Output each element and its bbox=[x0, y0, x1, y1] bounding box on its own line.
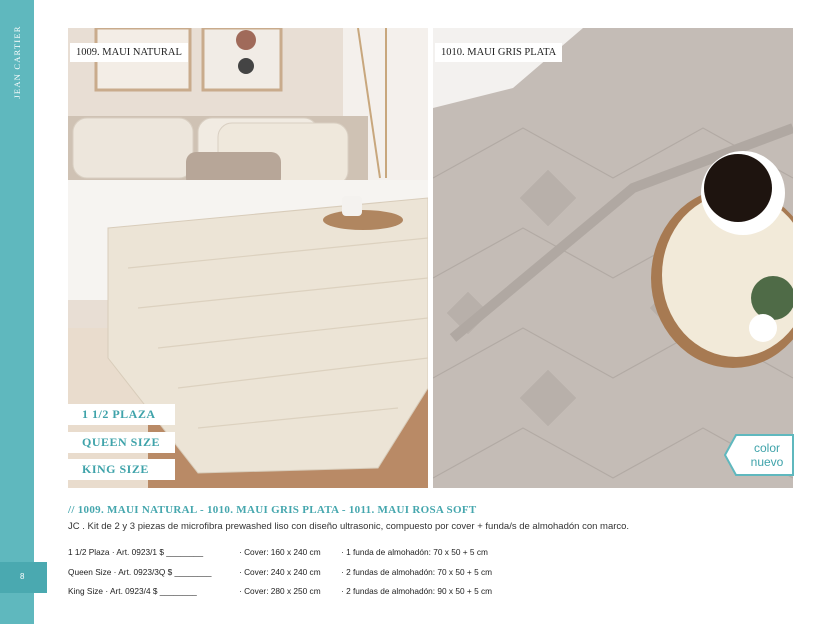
size-tag-queen: QUEEN SIZE bbox=[68, 432, 175, 453]
spec-size: King Size · Art. 0923/4 $ ________ bbox=[68, 586, 197, 596]
product-headline: // 1009. MAUI NATURAL - 1010. MAUI GRIS PLATA - 1011. MAUI ROSA SOFT bbox=[68, 504, 477, 516]
page-number: 8 bbox=[20, 572, 25, 581]
spec-cover: · Cover: 160 x 240 cm bbox=[239, 547, 321, 557]
spec-cover: · Cover: 280 x 250 cm bbox=[239, 586, 321, 596]
spec-cover: · Cover: 240 x 240 cm bbox=[239, 567, 321, 577]
spec-pillow: · 1 funda de almohadón: 70 x 50 + 5 cm bbox=[341, 547, 488, 557]
photo-maui-gris-plata bbox=[433, 28, 793, 488]
badge-line-1: color bbox=[753, 441, 780, 455]
size-tag-king: KING SIZE bbox=[68, 459, 175, 480]
new-color-badge-text bbox=[738, 441, 796, 469]
badge-line-2: nuevo bbox=[750, 455, 784, 469]
brand-name: JEAN CARTIER bbox=[12, 25, 22, 99]
spec-pillow: · 2 fundas de almohadón: 70 x 50 + 5 cm bbox=[341, 567, 493, 577]
spec-pillow: · 2 fundas de almohadón: 90 x 50 + 5 cm bbox=[341, 586, 493, 596]
spec-size: 1 1/2 Plaza · Art. 0923/1 $ ________ bbox=[68, 547, 204, 557]
spec-size: Queen Size · Art. 0923/3Q $ ________ bbox=[68, 567, 212, 577]
product-description: JC . Kit de 2 y 3 piezas de microfibra prewashed liso con diseño ultrasonic, compuesto por cover + funda/s de almohadón con marco. bbox=[68, 521, 630, 532]
product-label-maui-natural: 1009. MAUI NATURAL bbox=[70, 43, 188, 62]
product-label-maui-gris-plata: 1010. MAUI GRIS PLATA bbox=[435, 43, 562, 62]
size-tag-1-1-2-plaza: 1 1/2 PLAZA bbox=[68, 404, 175, 425]
